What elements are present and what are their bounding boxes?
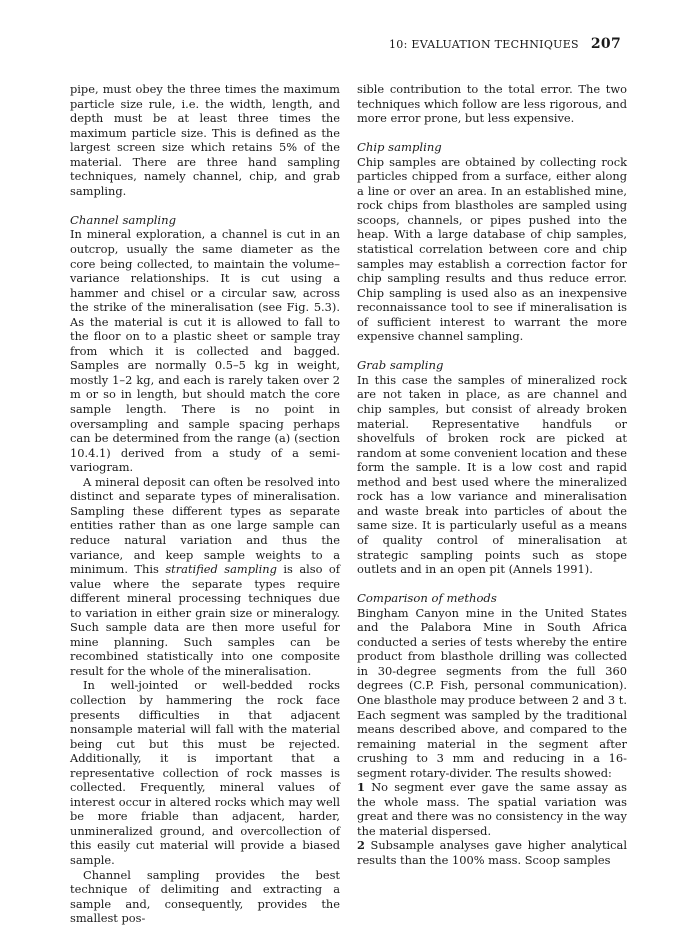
chapter-title: 10: EVALUATION TECHNIQUES (389, 38, 579, 51)
list-item: 1 No segment ever gave the same assay as the whole mass. The spatial variation was great and there was no consistency in the way the material dispersed. (357, 780, 627, 838)
running-head (389, 36, 621, 52)
heading-grab-sampling: Grab sampling (357, 358, 444, 373)
list-item: 2 Subsample analyses gave higher analytical results than the 100% mass. Scoop samples (357, 838, 627, 867)
heading-chip-sampling: Chip sampling (357, 140, 442, 155)
paragraph-comparison: Bingham Canyon mine in the United States and the Palabora Mine in South Africa conducted a series of tests whereby the entire product from blasthole drilling was collected in 30-degree segments from the full 360 degrees (C.P. Fish, personal communication). One blasthole may produce between 2 and 3 t. Each segment was sampled by the traditional means described above, and compared to the remaining material in the segment after crushing to 3 mm and reducing in a 16-segment rotary-divider. The results showed: (357, 605, 627, 780)
paragraph-grab: In this case the samples of mineralized rock are not taken in place, as are channel and chip samples, but consist of already broken material. Representative handfuls or shovelfuls of broken rock are picked at random at some convenient location and these form the sample. It is a low cost and rapid method and best used where the mineralized rock has a low variance and mineralisation and waste break into particles of about the same size. It is particularly useful as a means of quality control of mineralisation at strategic sampling points such as stope outlets and in an open pit (Annels 1991). (357, 372, 627, 577)
paragraph-continuation: sible contribution to the total error. The two techniques which follow are less rigorous, and more error prone, but less expensive. (357, 82, 627, 126)
paragraph-channel-intro: In mineral exploration, a channel is cut in an outcrop, usually the same diameter as the core being collected, to maintain the volume–variance relationships. It is cut using a hammer and chisel or a circular saw, across the strike of the mineralisation (see Fig. 5.3). As the material is cut it is allowed to fall to the floor on to a plastic sheet or sample tray from which it is collected and bagged. Samples are normally 0.5–5 kg in weight, mostly 1–2 kg, and each is rarely taken over 2 m or so in length, but should match the core sample length. There is no point in oversampling and sample spacing perhaps can be determined from the range (a) (section 10.4.1) derived from a study of a semi-variogram. (70, 227, 340, 475)
page-number: 207 (590, 36, 621, 52)
paragraph-channel-best: Channel sampling provides the best technique of delimiting and extracting a sample and, consequently, provides the smallest pos- (70, 867, 340, 926)
left-column (70, 82, 340, 926)
heading-comparison: Comparison of methods (357, 591, 497, 606)
paragraph-chip: Chip samples are obtained by collecting rock particles chipped from a surface, either along a line or over an area. In an established mine, rock chips from blastholes are sampled using scoops, channels, or pipes pushed into the heap. With a large database of chip samples, statistical correlation between core and chip samples may establish a correction factor for chip sampling results and thus reduce error. Chip sampling is used also as an inexpensive reconnaissance tool to see if mineralisation is of sufficient interest to warrant the more expensive channel sampling. (357, 154, 627, 344)
paragraph-well-jointed: In well-jointed or well-bedded rocks collection by hammering the rock face presents difficulties in that adjacent nonsample material will fall with the material being cut but this must be rejected. Additionally, it is important that a representative collection of rock masses is collected. Frequently, mineral values of interest occur in altered rocks which may well be more friable than adjacent, harder, unmineralized ground, and overcollection of this easily cut material will provide a biased sample. (70, 678, 340, 867)
paragraph-stratified: A mineral deposit can often be resolved into distinct and separate types of mineralisation. Sampling these different types as separate entities rather than as one large sample can reduce natural variation and thus the variance, and keep sample weights to a minimum. This stratified sampling is also of value where the separate types require different mineral processing techniques due to variation in either grain size or mineralogy. Such sample data are then more useful for mine planning. Such samples can be recombined statistically into one composite result for the whole of the mineralisation. (70, 474, 340, 678)
paragraph-particle-size: pipe, must obey the three times the maximum particle size rule, i.e. the width, length, and depth must be at least three times the maximum particle size. This is defined as the largest screen size which retains 5% of the material. There are three hand sampling techniques, namely channel, chip, and grab sampling. (70, 82, 340, 198)
heading-channel-sampling: Channel sampling (70, 212, 177, 227)
stratified-sampling-term: stratified sampling (165, 562, 277, 577)
right-column (357, 82, 627, 868)
